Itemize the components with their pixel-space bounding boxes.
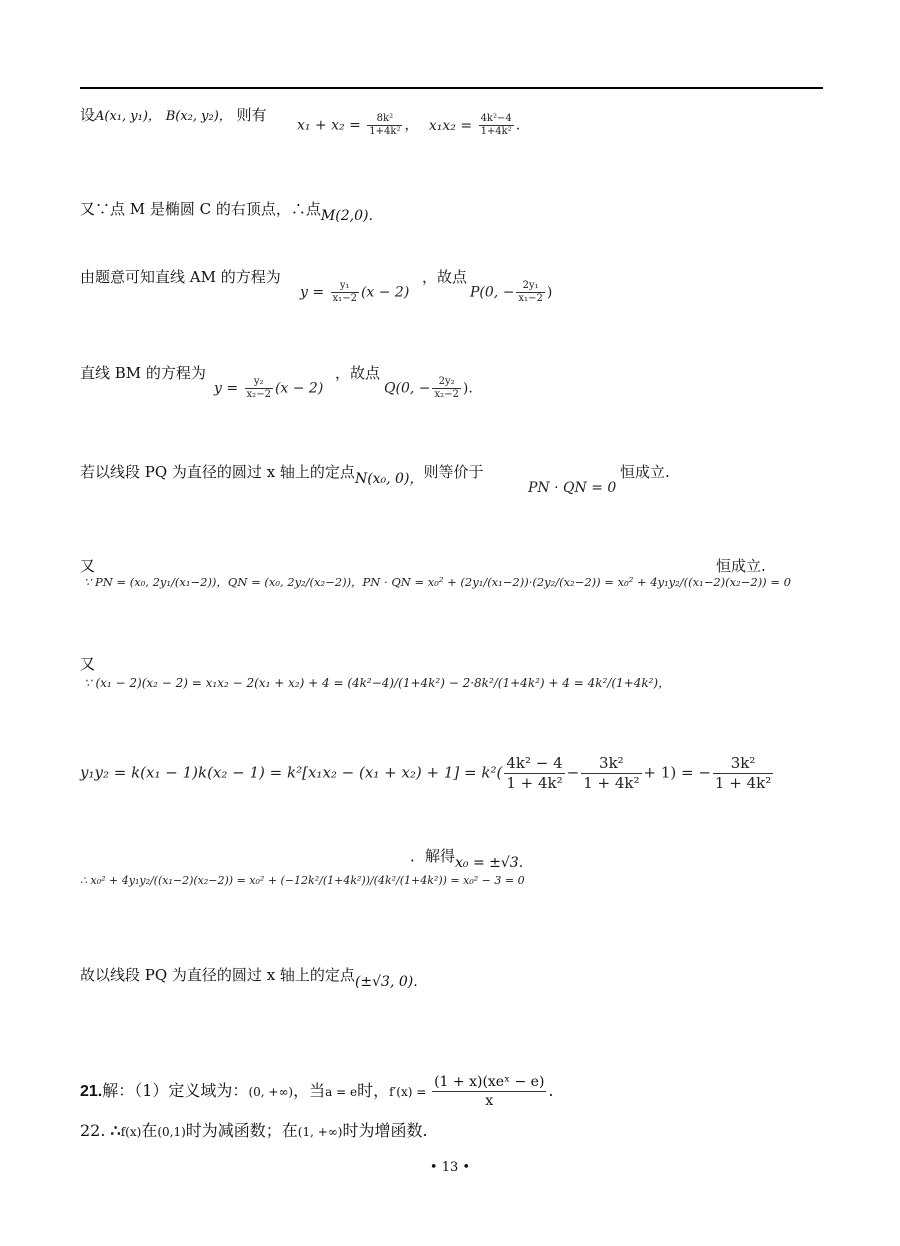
text-always-1: 恒成立. <box>620 463 670 481</box>
problem-number-22: 22. <box>80 1121 106 1140</box>
point-p-lhs: P(0, − <box>470 284 515 301</box>
text-so-p <box>422 266 467 288</box>
point-n: N(x₀, 0)， <box>354 471 424 487</box>
eq-am-den: x₁−2 <box>332 293 357 304</box>
text-conclusion: 故以线段 PQ 为直径的圆过 x 轴上的定点 <box>80 966 355 984</box>
text-lead: 设 <box>80 106 96 124</box>
fixed-point: (±√3, 0). <box>354 974 418 990</box>
eq-line-am <box>300 280 409 305</box>
text-circle: 若以线段 PQ 为直径的圆过 x 轴上的定点 <box>80 463 355 481</box>
f-prime-den: x <box>485 1093 494 1109</box>
eq-y-f1-den: 1 + 4k² <box>506 774 563 792</box>
text-bm: 直线 BM 的方程为 <box>80 364 206 382</box>
text-therefore: ∴ <box>110 1121 121 1140</box>
eq-vieta: x₁ + x₂ = $\frac{\text{8k²}}{\text{1+4k²}}$ ， x₁x₂ = $\frac{\text{4k²−4}}{\text{1+4k²}}$ . <box>297 113 521 137</box>
eq-solve-x0 <box>80 874 525 887</box>
line-conclusion <box>80 964 418 993</box>
point-p-num: 2y₁ <box>516 280 544 293</box>
line-circle-condition <box>80 461 483 490</box>
condition-a-e: a = e <box>325 1085 358 1099</box>
eq-prod-lhs: x₁x₂ = <box>428 117 477 134</box>
x0-result: x₀ = ±√3. <box>455 855 524 871</box>
text-mid-q: ，故点 <box>335 364 381 382</box>
eq-am-num: y₁ <box>331 280 359 293</box>
text-time: 时， <box>357 1081 390 1100</box>
eq-bm-den: x₂−2 <box>246 389 271 400</box>
fx-label: f(x) <box>120 1125 142 1139</box>
point-m: M(2,0). <box>320 208 373 224</box>
domain-value: (0, +∞) <box>248 1085 294 1099</box>
eq-bm-num: y₂ <box>245 376 273 389</box>
text-always-holds <box>620 461 670 483</box>
text-solve <box>410 845 523 874</box>
eq-y-f3-num: 3k² <box>713 754 773 774</box>
page-number: • 13 • <box>429 1160 471 1175</box>
text-equivalent: 则等价于 <box>423 463 484 481</box>
eq-vector-dot <box>528 480 616 496</box>
text-so-q <box>335 362 380 384</box>
eq-y-f2-num: 3k² <box>581 754 641 774</box>
line-am <box>80 266 281 288</box>
f-prime-end: . <box>548 1081 554 1100</box>
eq-sum-den: 1+4k² <box>369 126 401 137</box>
eq-y-f3-den: 1 + 4k² <box>714 774 772 792</box>
text-always-holds-2 <box>716 555 766 577</box>
f-prime-num: (1 + x)(xeˣ − e) <box>434 1074 545 1090</box>
line-points-ab <box>80 104 267 128</box>
point-q-den: x₂−2 <box>434 389 459 400</box>
line-bm <box>80 362 206 384</box>
eq-x-product: ∵ (x₁ − 2)(x₂ − 2) = x₁x₂ − 2(x₁ + x₂) + 4 = (4k²−4)/(1+4k²) − 2·8k²/(1+4k²) + 4 = 4k²/(1+4k²)， <box>84 676 671 690</box>
f-prime-lhs: f′(x) = <box>389 1085 431 1099</box>
eq-x0-square: ∴ x₀² + 4y₁y₂/((x₁−2)(x₂−2)) = x₀² + (−12k²/(1+4k²))/(4k²/(1+4k²)) = x₀² − 3 = 0 <box>80 874 525 887</box>
text-on: 在 <box>141 1121 158 1140</box>
point-q-num: 2y₂ <box>432 376 460 389</box>
eq-prod-num: 4k²−4 <box>480 113 512 124</box>
point-a: A(x₁, y₁)， <box>95 109 161 124</box>
vector-dot-zero: PN · QN = 0 <box>528 480 617 496</box>
eq-point-q <box>384 376 473 401</box>
eq-sum-lhs: x₁ + x₂ = <box>297 117 366 134</box>
problem-number-21: 21. <box>80 1083 103 1100</box>
text-right-vertex: 又∵点 M 是椭圆 C 的右顶点，∴点 <box>80 200 321 218</box>
eq-y-minus: − <box>566 763 580 782</box>
eq-bm-rhs: (x − 2) <box>274 380 324 397</box>
text-also-2: 又 <box>80 655 96 673</box>
eq-vectors <box>84 574 791 590</box>
eq-prod-den: 1+4k² <box>480 126 512 137</box>
text-am: 由题意可知直线 AM 的方程为 <box>80 268 281 286</box>
eq-y-product-lhs: y₁y₂ = k(x₁ − 1)k(x₂ − 1) = k²[x₁x₂ − (x₁ + x₂) + 1] = k²( <box>80 763 503 782</box>
line-problem-21 <box>80 1073 554 1110</box>
text-always-2: 恒成立. <box>716 557 766 575</box>
eq-product-y <box>80 754 775 793</box>
point-q-rhs: ). <box>462 380 473 397</box>
eq-line-bm <box>214 376 323 401</box>
line-problem-22 <box>80 1120 428 1143</box>
text-also-1: 又 <box>80 557 96 575</box>
eq-vector-product: ∵ PN = (x₀, 2y₁/(x₁−2))，QN = (x₀, 2y₂/(x₂−2))，PN · QN = x₀² + (2y₁/(x₁−2))·(2y₂/(x₂−2)) = x₀² + 4y₁y₂/((x₁−2)(x₂−2)) = 0 <box>84 575 791 589</box>
text-when: ，当 <box>293 1081 326 1100</box>
point-p-den: x₁−2 <box>518 293 543 304</box>
eq-y-f1-num: 4k² − 4 <box>506 754 563 772</box>
interval-increasing: (1, +∞) <box>297 1125 343 1139</box>
line-right-vertex <box>80 198 373 227</box>
text-increasing: 时为增函数. <box>342 1121 428 1140</box>
eq-bm-lhs: y = <box>214 380 243 397</box>
text-decreasing: 时为减函数；在 <box>185 1121 298 1140</box>
eq-point-p <box>470 280 552 305</box>
eq-y-close: + 1) = − <box>643 763 711 782</box>
eq-am-rhs: (x − 2) <box>360 284 410 301</box>
line-product-x <box>80 653 95 675</box>
eq-am-lhs: y = <box>300 284 329 301</box>
point-q-lhs: Q(0, − <box>384 380 431 397</box>
header-rule <box>80 87 823 89</box>
text-solve-label: ．解得 <box>410 847 456 865</box>
text-then: 则有 <box>236 106 267 124</box>
interval-decreasing: (0,1) <box>157 1125 186 1139</box>
text-mid-p: ，故点 <box>422 268 468 286</box>
point-b: B(x₂, y₂)， <box>165 109 232 124</box>
eq-product-x <box>84 674 670 691</box>
eq-sum-num: 8k² <box>367 113 402 126</box>
eq-y-f2-den: 1 + 4k² <box>583 774 640 792</box>
point-p-rhs: ) <box>546 284 553 301</box>
text-domain-label: 解：（1）定义域为： <box>102 1081 249 1100</box>
